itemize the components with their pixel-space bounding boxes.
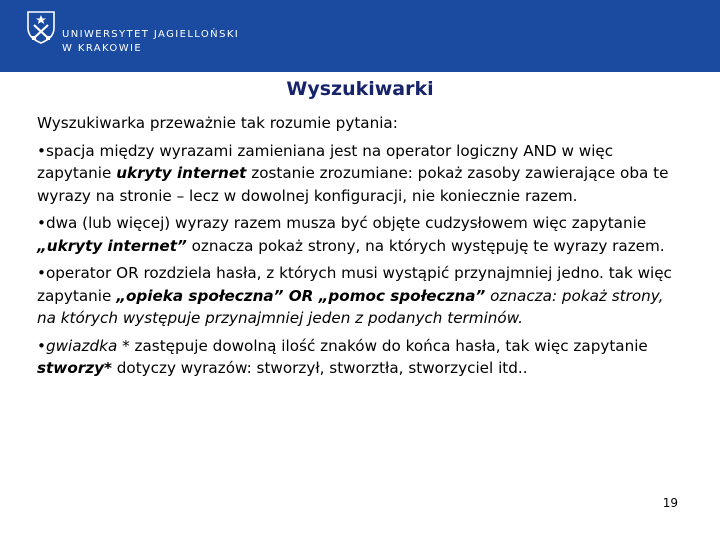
bullet-1-text-end: zostanie zrozumiane: pokaż zasoby zawierające oba te wyrazy na stronie – lecz w dowolnej konfiguracji, nie koniecznie razem. <box>37 164 669 205</box>
crest-icon <box>26 10 56 44</box>
university-name <box>62 28 239 56</box>
bullet-2-text: dwa (lub więcej) wyrazy razem musza być objęte cudzysłowem więc zapytanie <box>45 214 647 232</box>
bullet-item-1 <box>37 140 687 208</box>
university-name-line2: W KRAKOWIE <box>62 43 143 54</box>
bullet-4-text-end: dotyczy wyrazów: stworzył, stworztła, stworzyciel itd.. <box>111 359 528 377</box>
university-name-line1: UNIWERSYTET JAGIELLOŃSKI <box>62 29 240 40</box>
slide-body <box>37 112 687 385</box>
university-logo <box>26 10 240 64</box>
bullet-icon: • <box>37 264 46 282</box>
bullet-1-text: spacja między wyrazami zamieniana jest na operator logiczny AND w więc zapytanie <box>37 141 614 182</box>
bullet-item-4 <box>37 335 687 380</box>
intro-text: Wyszukiwarka przeważnie tak rozumie pytania: <box>37 114 398 132</box>
bullet-1-query: ukryty internet <box>116 164 247 182</box>
header-bar <box>0 0 720 72</box>
bullet-4-query: stworzy* <box>37 359 112 377</box>
bullet-3-text: operator OR rozdziela hasła, z których musi wystąpić przynajmniej jedno. tak więc zapytanie <box>37 264 672 305</box>
bullet-item-2 <box>37 212 687 257</box>
bullet-2-query: „ukryty internet” <box>37 236 187 255</box>
bullet-icon: • <box>37 336 46 355</box>
bullet-2-text-end: oznacza pokaż strony, na których występuję te wyrazy razem. <box>186 236 665 255</box>
slide-title: Wyszukiwarki <box>286 78 434 100</box>
bullet-item-3 <box>37 262 687 330</box>
page-number: 19 <box>662 496 678 510</box>
bullet-3-text-end: oznacza: pokaż strony, na których występuje przynajmniej jeden z podanych terminów. <box>37 286 664 327</box>
bullet-4-text: zastępuje dowolną ilość znaków do końca hasła, tak więc zapytanie <box>134 336 648 355</box>
bullet-3-query: „opieka społeczna” OR „pomoc społeczna” <box>116 286 486 305</box>
bullet-icon: • <box>37 141 46 160</box>
bullet-icon: • <box>37 214 46 232</box>
bullet-4-term: gwiazdka * <box>45 336 135 355</box>
